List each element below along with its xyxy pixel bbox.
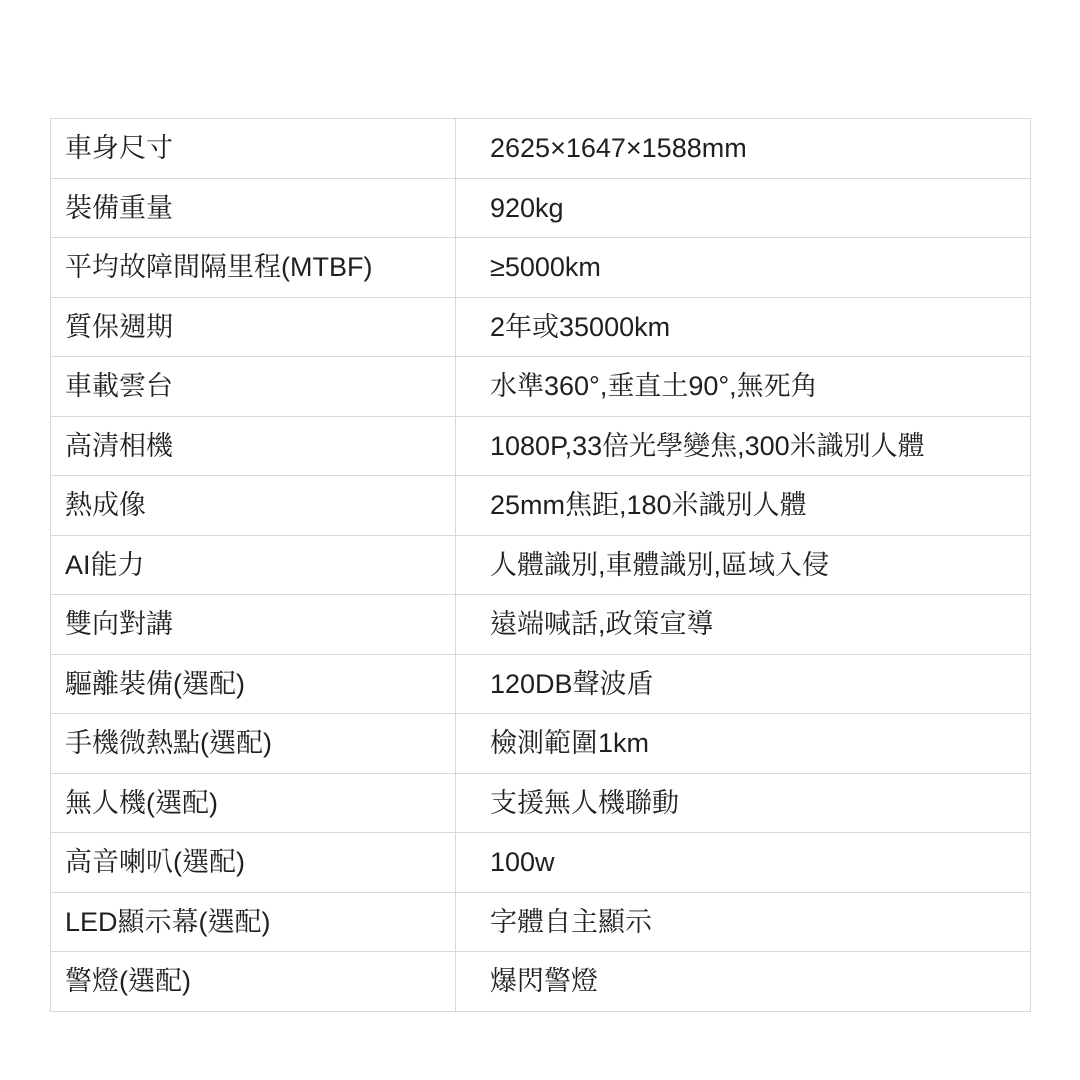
spec-value: 水準360°,垂直土90°,無死角 — [456, 357, 1031, 417]
spec-label: 高音喇叭(選配) — [51, 833, 456, 893]
spec-label: 熱成像 — [51, 476, 456, 536]
table-row — [51, 833, 1031, 893]
spec-label: 高清相機 — [51, 416, 456, 476]
spec-value: 檢測範圍1km — [456, 714, 1031, 774]
spec-value: 2625×1647×1588mm — [456, 119, 1031, 179]
table-row — [51, 297, 1031, 357]
spec-value: 100w — [456, 833, 1031, 893]
spec-label: 裝備重量 — [51, 178, 456, 238]
spec-label: 手機微熱點(選配) — [51, 714, 456, 774]
spec-value: 1080P,33倍光學變焦,300米識別人體 — [456, 416, 1031, 476]
table-body — [51, 119, 1031, 1012]
spec-label: 警燈(選配) — [51, 952, 456, 1012]
spec-value: 920kg — [456, 178, 1031, 238]
specification-table — [50, 118, 1031, 1012]
spec-value: 25mm焦距,180米識別人體 — [456, 476, 1031, 536]
table-row — [51, 952, 1031, 1012]
spec-label: LED顯示幕(選配) — [51, 892, 456, 952]
spec-label: 車身尺寸 — [51, 119, 456, 179]
spec-value: 2年或35000km — [456, 297, 1031, 357]
table-row — [51, 476, 1031, 536]
spec-label: 車載雲台 — [51, 357, 456, 417]
spec-label: 驅離裝備(選配) — [51, 654, 456, 714]
table-row — [51, 773, 1031, 833]
spec-label: 質保週期 — [51, 297, 456, 357]
spec-value: 120DB聲波盾 — [456, 654, 1031, 714]
table-row — [51, 535, 1031, 595]
spec-value: ≥5000km — [456, 238, 1031, 298]
spec-value: 遠端喊話,政策宣導 — [456, 595, 1031, 655]
table-row — [51, 238, 1031, 298]
spec-value: 爆閃警燈 — [456, 952, 1031, 1012]
table-row — [51, 178, 1031, 238]
spec-sheet — [50, 118, 1030, 1012]
spec-value: 字體自主顯示 — [456, 892, 1031, 952]
spec-label: 雙向對講 — [51, 595, 456, 655]
spec-label: 平均故障間隔里程(MTBF) — [51, 238, 456, 298]
table-row — [51, 714, 1031, 774]
table-row — [51, 416, 1031, 476]
table-row — [51, 654, 1031, 714]
table-row — [51, 892, 1031, 952]
table-row — [51, 595, 1031, 655]
table-row — [51, 357, 1031, 417]
spec-value: 支援無人機聯動 — [456, 773, 1031, 833]
spec-label: AI能力 — [51, 535, 456, 595]
table-row — [51, 119, 1031, 179]
spec-value: 人體識別,車體識別,區域入侵 — [456, 535, 1031, 595]
spec-label: 無人機(選配) — [51, 773, 456, 833]
